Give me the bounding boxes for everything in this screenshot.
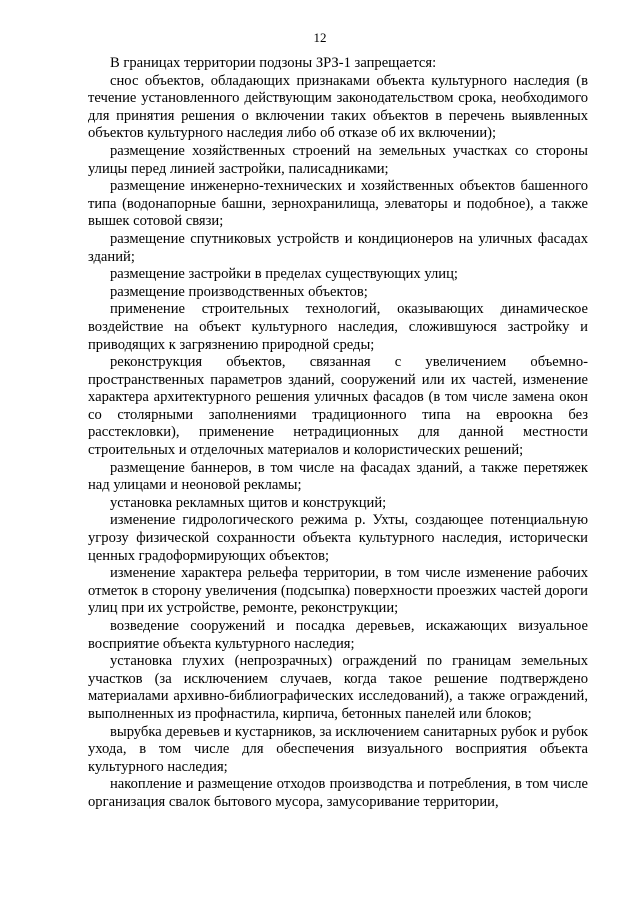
paragraph-item: размещение хозяйственных строений на земельных участках со стороны улицы перед линией застройки, палисадниками; bbox=[88, 142, 588, 177]
paragraph-item: размещение инженерно-технических и хозяйственных объектов башенного типа (водонапорные башни, зернохранилища, элеваторы и подобное), а также вышек сотовой связи; bbox=[88, 178, 588, 230]
paragraph-item: снос объектов, обладающих признаками объекта культурного наследия (в течение установленного действующим законодательством срока, необходимого для принятия решения о включении таких объектов в перечень выявленных объектов культурного наследия либо об отказе об их включении); bbox=[88, 72, 588, 142]
paragraph-item: размещение спутниковых устройств и кондиционеров на уличных фасадах зданий; bbox=[88, 230, 588, 265]
paragraph-item: размещение производственных объектов; bbox=[110, 283, 368, 300]
paragraph-item: применение строительных технологий, оказывающих динамическое воздействие на объект культурного наследия, сложившуюся застройку и приводящих к загрязнению природной среды; bbox=[88, 301, 588, 353]
page-number: 12 bbox=[313, 30, 327, 45]
paragraph-intro: В границах территории подзоны ЗРЗ-1 запрещается: bbox=[110, 55, 437, 71]
paragraph-item: размещение баннеров, в том числе на фасадах зданий, а также перетяжек над улицами и неоновой рекламы; bbox=[88, 459, 588, 494]
paragraph-item: размещение застройки в пределах существующих улиц; bbox=[110, 266, 458, 283]
paragraph-item: изменение гидрологического режима р. Ухты, создающее потенциальную угрозу физической сохранности объекта культурного наследия, исторически ценных градоформирующих объектов; bbox=[88, 512, 588, 564]
paragraph-item: изменение характера рельефа территории, в том числе изменение рабочих отметок в сторону увеличения (подсыпка) поверхности проезжих частей дороги улиц при их устройстве, ремонте, реконструкции; bbox=[88, 565, 588, 617]
paragraph-item: установка глухих (непрозрачных) ограждений по границам земельных участков (за исключением случаев, когда такое решение подтверждено материалами архивно-библиографических исследований), а также ограждений, выполненных из профнастила, кирпича, бетонных панелей или блоков; bbox=[88, 653, 588, 722]
document-body bbox=[88, 55, 588, 812]
paragraph-item: реконструкция объектов, связанная с увеличением объемно-пространственных параметров зданий, сооружений или их частей, изменение характера архитектурного решения уличных фасадов (в том числе замена окон со столярными заполнениями традиционного типа на евроокна без расстекловки), применение нетрадиционных для данной местности строительных и отделочных материалов и колористических решений; bbox=[88, 354, 588, 459]
paragraph-item: установка рекламных щитов и конструкций; bbox=[110, 494, 387, 511]
paragraph-item: возведение сооружений и посадка деревьев, искажающих визуальное восприятие объекта культурного наследия; bbox=[88, 618, 588, 652]
paragraph-item: накопление и размещение отходов производства и потребления, в том числе организация свалок бытового мусора, замусоривание территории, bbox=[88, 776, 588, 810]
paragraph-item: вырубка деревьев и кустарников, за исключением санитарных рубок и рубок ухода, в том числе для обеспечения визуального восприятия объекта культурного наследия; bbox=[88, 723, 588, 775]
